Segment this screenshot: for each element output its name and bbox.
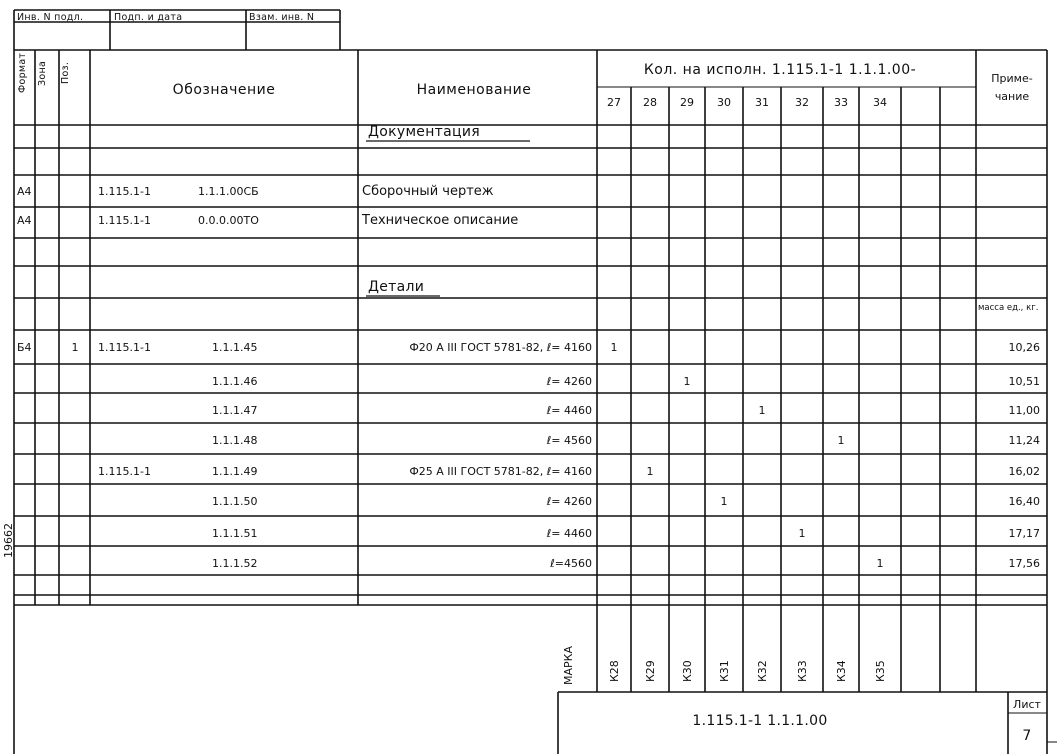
- variant-number: 30: [717, 96, 731, 109]
- part-qty: 1: [876, 557, 884, 570]
- massa-label: масса ед., кг.: [978, 303, 1039, 313]
- part-suffix: 1.1.1.52: [212, 557, 258, 570]
- table-row: [212, 557, 1040, 570]
- section-documentation: Документация: [368, 124, 480, 140]
- section-parts: Детали: [368, 279, 425, 295]
- header-naimenovanie: Наименование: [416, 82, 532, 98]
- doc-suffix: 1.1.1.00СБ: [198, 185, 259, 198]
- part-qty: 1: [837, 434, 845, 447]
- stamp-podp-data: Подп. и дата: [114, 12, 183, 23]
- variant-number: 29: [680, 96, 694, 109]
- margin-note: 19662: [2, 523, 15, 558]
- header-primechanie-line1: Приме-: [991, 72, 1033, 85]
- table-row: [212, 434, 1040, 447]
- table-row: [212, 404, 1040, 417]
- header-zona: Зона: [37, 60, 48, 86]
- part-suffix: 1.1.1.48: [212, 434, 258, 447]
- variant-number: 34: [873, 96, 887, 109]
- variant-number: 32: [795, 96, 809, 109]
- stamp-inv-podl: Инв. N подл.: [17, 12, 84, 23]
- marka-value: К34: [835, 660, 848, 682]
- part-mass: 11,00: [1008, 404, 1040, 417]
- part-qty: 1: [646, 465, 654, 478]
- part-qty: 1: [798, 527, 806, 540]
- part-name: ℓ= 4560: [546, 434, 592, 447]
- title-designation: 1.115.1-1 1.1.1.00: [692, 713, 828, 729]
- table-row: [212, 375, 1040, 388]
- part-mass: 16,02: [1008, 465, 1040, 478]
- part-name: ℓ= 4460: [546, 404, 592, 417]
- part-name: Ф25 А III ГОСТ 5781-82, ℓ= 4160: [409, 465, 592, 478]
- part-mass: 10,51: [1008, 375, 1040, 388]
- part-mass: 16,40: [1008, 495, 1040, 508]
- part-format: Б4: [17, 341, 32, 354]
- part-name: ℓ=4560: [550, 557, 592, 570]
- part-code: 1.115.1-1: [98, 465, 151, 478]
- stamp-vzam-inv: Взам. инв. N: [249, 12, 315, 23]
- stamp-block: [14, 10, 340, 50]
- section-titles: [366, 124, 530, 296]
- doc-format: А4: [17, 185, 32, 198]
- table-row: [212, 495, 1040, 508]
- header-primechanie-line2: чание: [994, 90, 1030, 103]
- variant-number: 31: [755, 96, 769, 109]
- part-name: Ф20 А III ГОСТ 5781-82, ℓ= 4160: [409, 341, 592, 354]
- variant-number: 28: [643, 96, 657, 109]
- header-format: Формат: [17, 52, 28, 93]
- marka-value: К30: [681, 660, 694, 682]
- header-kol-na-ispoln: Кол. на исполн. 1.115.1-1 1.1.1.00-: [643, 62, 917, 78]
- marka-value: К35: [874, 660, 887, 682]
- part-qty: 1: [758, 404, 766, 417]
- title-block: [558, 692, 1047, 754]
- part-qty: 1: [683, 375, 691, 388]
- part-code: 1.115.1-1: [98, 341, 151, 354]
- part-suffix: 1.1.1.45: [212, 341, 258, 354]
- variant-number: 33: [834, 96, 848, 109]
- part-qty: 1: [720, 495, 728, 508]
- marka-value: К33: [796, 660, 809, 682]
- part-mass: 17,17: [1008, 527, 1040, 540]
- part-mass: 10,26: [1008, 341, 1040, 354]
- variant-number: 27: [607, 96, 621, 109]
- doc-name: Сборочный чертеж: [362, 184, 494, 199]
- doc-row: [17, 184, 494, 199]
- part-mass: 11,24: [1008, 434, 1040, 447]
- part-poz: 1: [71, 341, 79, 354]
- table-row: [212, 527, 1040, 540]
- variant-headers: [607, 96, 887, 109]
- part-suffix: 1.1.1.47: [212, 404, 258, 417]
- parts-table: [17, 341, 1040, 570]
- doc-format: А4: [17, 214, 32, 227]
- part-suffix: 1.1.1.51: [212, 527, 258, 540]
- sheet-label: Лист: [1013, 698, 1041, 711]
- marka-value: К29: [644, 660, 657, 682]
- marka-row: [562, 646, 887, 685]
- part-name: ℓ= 4460: [546, 527, 592, 540]
- marka-value: К28: [608, 660, 621, 682]
- doc-name: Техническое описание: [362, 213, 519, 228]
- table-row: [98, 465, 1040, 478]
- part-suffix: 1.1.1.50: [212, 495, 258, 508]
- marka-value: К31: [718, 660, 731, 682]
- header-poz: Поз.: [60, 61, 71, 84]
- part-suffix: 1.1.1.49: [212, 465, 258, 478]
- part-name: ℓ= 4260: [546, 495, 592, 508]
- part-suffix: 1.1.1.46: [212, 375, 258, 388]
- sheet-number: 7: [1022, 728, 1032, 744]
- table-row: [17, 341, 1040, 354]
- part-qty: 1: [610, 341, 618, 354]
- doc-code: 1.115.1-1: [98, 185, 151, 198]
- marka-value: К32: [756, 660, 769, 682]
- part-name: ℓ= 4260: [546, 375, 592, 388]
- doc-row: [17, 213, 518, 228]
- header-oboznachenie: Обозначение: [172, 82, 276, 98]
- doc-code: 1.115.1-1: [98, 214, 151, 227]
- marka-label: МАРКА: [562, 646, 575, 685]
- part-mass: 17,56: [1008, 557, 1040, 570]
- table-header: [17, 52, 1033, 109]
- doc-suffix: 0.0.0.00ТО: [198, 214, 259, 227]
